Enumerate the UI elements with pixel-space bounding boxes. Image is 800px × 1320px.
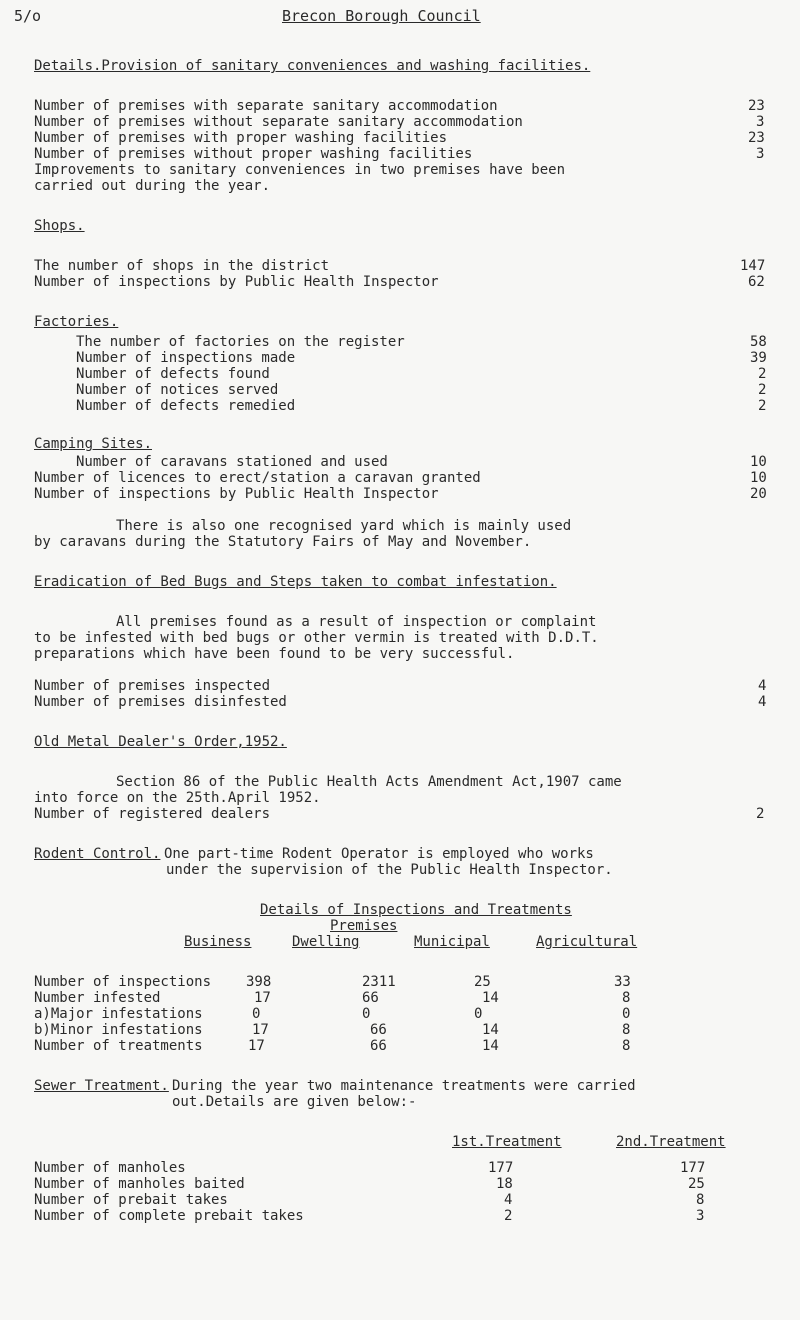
rodent-premises-label: Premises [330, 918, 398, 934]
sewer-heading: Sewer Treatment. [34, 1078, 169, 1094]
camping-heading: Camping Sites. [34, 436, 153, 452]
camping-note: There is also one recognised yard which is mainly used [116, 518, 572, 534]
sewer-cell: 4 [504, 1192, 513, 1208]
camping-row-value: 10 [750, 470, 767, 486]
metal-paragraph: Section 86 of the Public Health Acts Amendment Act,1907 came [116, 774, 622, 790]
sewer-cell: 177 [680, 1160, 706, 1176]
factories-row-label: Number of notices served [76, 382, 279, 398]
rodent-cell: 66 [370, 1038, 387, 1054]
camping-note: by caravans during the Statutory Fairs of May and November. [34, 534, 532, 550]
sanitary-heading: Details.Provision of sanitary conveniences and washing facilities. [34, 58, 591, 74]
rodent-cell: 398 [246, 974, 272, 990]
rodent-column-header: Agricultural [536, 934, 638, 950]
rodent-row-label: b)Minor infestations [34, 1022, 203, 1038]
bedbugs-paragraph: to be infested with bed bugs or other vermin is treated with D.D.T. [34, 630, 599, 646]
rodent-text: under the supervision of the Public Health Inspector. [166, 862, 613, 878]
sanitary-row-value: 23 [748, 130, 765, 146]
camping-row-label: Number of caravans stationed and used [76, 454, 388, 470]
bedbugs-row-label: Number of premises inspected [34, 678, 271, 694]
bedbugs-row-value: 4 [758, 678, 767, 694]
rodent-row-label: Number of treatments [34, 1038, 203, 1054]
rodent-text: One part-time Rodent Operator is employed who works [164, 846, 594, 862]
page-number: 5/o [14, 7, 42, 25]
page-title: Brecon Borough Council [282, 7, 481, 25]
factories-row-label: The number of factories on the register [76, 334, 405, 350]
shops-row-label: The number of shops in the district [34, 258, 330, 274]
metal-heading: Old Metal Dealer's Order,1952. [34, 734, 287, 750]
camping-row-value: 10 [750, 454, 767, 470]
sewer-cell: 177 [488, 1160, 514, 1176]
rodent-cell: 17 [252, 1022, 269, 1038]
shops-row-value: 62 [748, 274, 765, 290]
rodent-cell: 33 [614, 974, 631, 990]
camping-row-label: Number of licences to erect/station a caravan granted [34, 470, 481, 486]
sewer-text: During the year two maintenance treatments were carried [172, 1078, 636, 1094]
factories-row-value: 39 [750, 350, 767, 366]
rodent-cell: 8 [622, 1038, 631, 1054]
factories-row-value: 2 [758, 382, 767, 398]
rodent-cell: 66 [370, 1022, 387, 1038]
sanitary-row-label: Number of premises with separate sanitary accommodation [34, 98, 498, 114]
shops-heading: Shops. [34, 218, 85, 234]
rodent-column-header: Dwelling [292, 934, 360, 950]
bedbugs-paragraph: preparations which have been found to be very successful. [34, 646, 515, 662]
rodent-cell: 14 [482, 1038, 499, 1054]
sanitary-row-label: Number of premises without proper washing facilities [34, 146, 473, 162]
shops-row-label: Number of inspections by Public Health Inspector [34, 274, 439, 290]
improvements-text: Improvements to sanitary conveniences in two premises have been [34, 162, 566, 178]
rodent-cell: 8 [622, 990, 631, 1006]
sewer-row-label: Number of complete prebait takes [34, 1208, 304, 1224]
rodent-table-title: Details of Inspections and Treatments [260, 902, 572, 918]
sanitary-row-label: Number of premises without separate sanitary accommodation [34, 114, 523, 130]
factories-row-value: 58 [750, 334, 767, 350]
sewer-row-label: Number of prebait takes [34, 1192, 228, 1208]
sewer-row-label: Number of manholes baited [34, 1176, 245, 1192]
camping-row-label: Number of inspections by Public Health Inspector [34, 486, 439, 502]
rodent-cell: 17 [254, 990, 271, 1006]
rodent-column-header: Business [184, 934, 252, 950]
sanitary-row-label: Number of premises with proper washing facilities [34, 130, 448, 146]
rodent-cell: 25 [474, 974, 491, 990]
bedbugs-paragraph: All premises found as a result of inspection or complaint [116, 614, 597, 630]
rodent-cell: 14 [482, 990, 499, 1006]
shops-row-value: 147 [740, 258, 766, 274]
sewer-cell: 25 [688, 1176, 705, 1192]
rodent-heading: Rodent Control. [34, 846, 161, 862]
sewer-row-label: Number of manholes [34, 1160, 186, 1176]
rodent-row-label: a)Major infestations [34, 1006, 203, 1022]
rodent-row-label: Number of inspections [34, 974, 212, 990]
factories-row-label: Number of defects found [76, 366, 270, 382]
rodent-cell: 8 [622, 1022, 631, 1038]
metal-row-value: 2 [756, 806, 765, 822]
sewer-cell: 18 [496, 1176, 513, 1192]
metal-paragraph: into force on the 25th.April 1952. [34, 790, 321, 806]
rodent-cell: 0 [362, 1006, 371, 1022]
bedbugs-row-value: 4 [758, 694, 767, 710]
factories-row-value: 2 [758, 398, 767, 414]
sanitary-row-value: 23 [748, 98, 765, 114]
metal-row-label: Number of registered dealers [34, 806, 271, 822]
factories-row-label: Number of inspections made [76, 350, 296, 366]
sanitary-row-value: 3 [756, 114, 765, 130]
sewer-column-header: 2nd.Treatment [616, 1134, 726, 1150]
factories-row-label: Number of defects remedied [76, 398, 296, 414]
sewer-column-header: 1st.Treatment [452, 1134, 562, 1150]
bedbugs-row-label: Number of premises disinfested [34, 694, 287, 710]
bedbugs-heading: Eradication of Bed Bugs and Steps taken to combat infestation. [34, 574, 557, 590]
sewer-cell: 8 [696, 1192, 705, 1208]
sewer-text: out.Details are given below:- [172, 1094, 417, 1110]
rodent-cell: 0 [622, 1006, 631, 1022]
camping-row-value: 20 [750, 486, 767, 502]
rodent-cell: 0 [252, 1006, 261, 1022]
factories-heading: Factories. [34, 314, 119, 330]
rodent-cell: 17 [248, 1038, 265, 1054]
rodent-cell: 66 [362, 990, 379, 1006]
sanitary-row-value: 3 [756, 146, 765, 162]
improvements-text: carried out during the year. [34, 178, 271, 194]
rodent-column-header: Municipal [414, 934, 490, 950]
factories-row-value: 2 [758, 366, 767, 382]
rodent-cell: 2311 [362, 974, 396, 990]
rodent-row-label: Number infested [34, 990, 161, 1006]
sewer-cell: 3 [696, 1208, 705, 1224]
rodent-cell: 14 [482, 1022, 499, 1038]
sewer-cell: 2 [504, 1208, 513, 1224]
rodent-cell: 0 [474, 1006, 483, 1022]
